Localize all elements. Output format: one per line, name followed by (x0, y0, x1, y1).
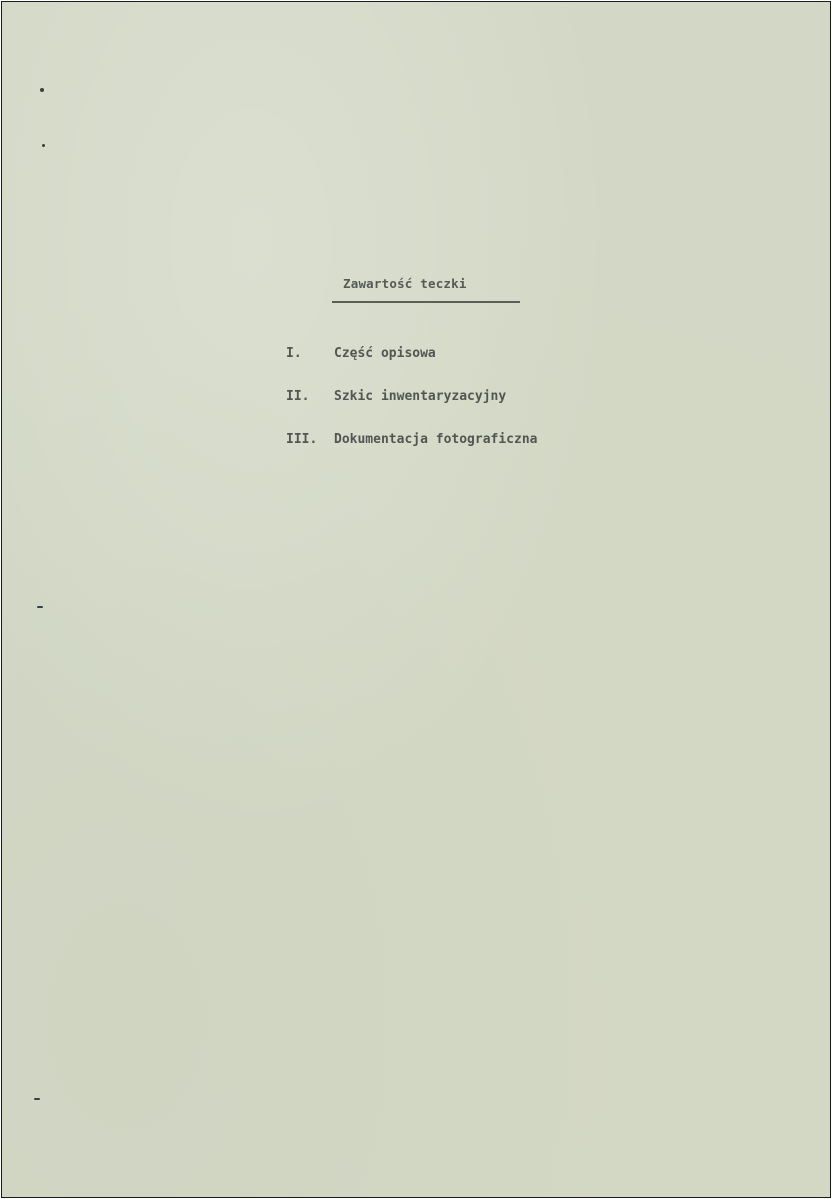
toc-item (286, 389, 538, 432)
toc-item-label: Część opisowa (334, 346, 436, 361)
toc-item-number: I. (286, 346, 302, 361)
margin-speck (40, 88, 44, 92)
title-underline (332, 301, 520, 303)
toc-item-number: III. (286, 432, 318, 447)
toc-item (286, 432, 538, 475)
margin-speck (42, 144, 45, 147)
table-of-contents (286, 346, 538, 475)
document-title: Zawartość teczki (343, 276, 467, 291)
toc-item-label: Szkic inwentaryzacyjny (334, 389, 507, 404)
margin-speck (37, 606, 43, 608)
toc-item-label: Dokumentacja fotograficzna (334, 432, 538, 447)
document-page (1, 1, 831, 1198)
margin-speck (34, 1098, 40, 1100)
toc-item-number: II. (286, 389, 310, 404)
toc-item (286, 346, 538, 389)
